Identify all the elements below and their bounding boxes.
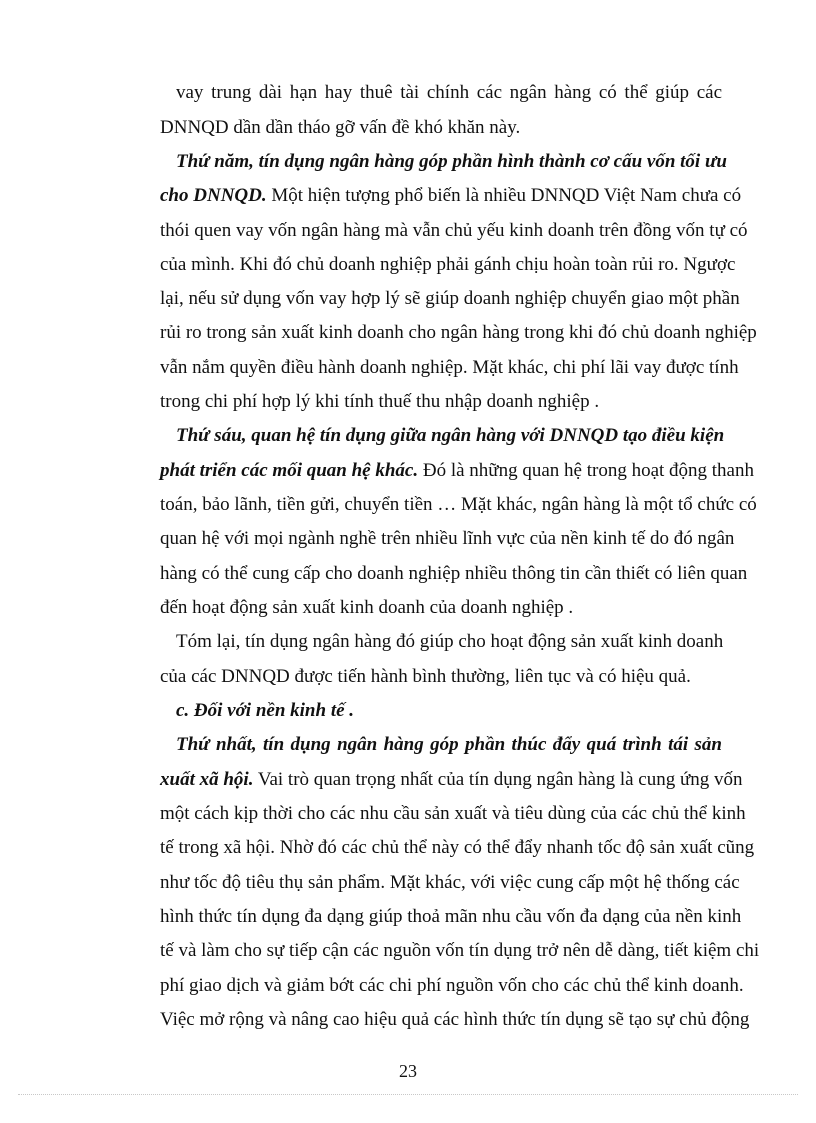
text-line: hình thức tín dụng đa dạng giúp thoả mãn nhu cầu vốn đa dạng của nền kinh: [160, 906, 742, 927]
text-line: rủi ro trong sản xuất kinh doanh cho ngân hàng trong khi đó chủ doanh nghiệp: [160, 322, 757, 343]
text-line: quan hệ với mọi ngành nghề trên nhiều lĩnh vực của nền kinh tế do đó ngân: [160, 528, 735, 549]
section-heading-thu-nam: Thứ năm, tín dụng ngân hàng góp phần hình thành cơ cấu vốn tối ưu: [176, 151, 727, 172]
bold-lead-in: cho DNNQD.: [160, 185, 267, 206]
text-line: hàng có thể cung cấp cho doanh nghiệp nhiều thông tin cần thiết có liên quan: [160, 563, 748, 584]
text-run: Đó là những quan hệ trong hoạt động thanh: [418, 460, 754, 481]
bold-lead-in: xuất xã hội.: [160, 769, 254, 790]
section-heading-thu-sau: Thứ sáu, quan hệ tín dụng giữa ngân hàng với DNNQD tạo điều kiện: [176, 425, 725, 446]
text-line: vay trung dài hạn hay thuê tài chính các ngân hàng có thể giúp các: [176, 82, 722, 103]
text-line: [160, 454, 754, 488]
text-line: Tóm lại, tín dụng ngân hàng đó giúp cho hoạt động sản xuất kinh doanh: [176, 631, 724, 652]
section-heading-thu-nhat: Thứ nhất, tín dụng ngân hàng góp phần thúc đẩy quá trình tái sản: [176, 734, 722, 755]
text-line: toán, bảo lãnh, tiền gửi, chuyển tiền … Mặt khác, ngân hàng là một tổ chức có: [160, 494, 757, 515]
text-line: Việc mở rộng và nâng cao hiệu quả các hình thức tín dụng sẽ tạo sự chủ động: [160, 1009, 750, 1030]
text-line: vẫn nắm quyền điều hành doanh nghiệp. Mặt khác, chi phí lãi vay được tính: [160, 357, 739, 378]
text-line: [160, 179, 742, 213]
subsection-heading: c. Đối với nền kinh tế .: [176, 700, 355, 721]
text-line: lại, nếu sử dụng vốn vay hợp lý sẽ giúp doanh nghiệp chuyển giao một phần: [160, 288, 740, 309]
text-line: thói quen vay vốn ngân hàng mà vẫn chủ yếu kinh doanh trên đồng vốn tự có: [160, 220, 748, 241]
text-line: đến hoạt động sản xuất kinh doanh của doanh nghiệp .: [160, 597, 574, 618]
text-line: tế và làm cho sự tiếp cận các nguồn vốn tín dụng trở nên dễ dàng, tiết kiệm chi: [160, 940, 760, 961]
text-line: [160, 763, 743, 797]
page-number: 23: [399, 1061, 417, 1081]
text-line: của các DNNQD được tiến hành bình thường, liên tục và có hiệu quả.: [160, 666, 691, 687]
text-line: trong chi phí hợp lý khi tính thuế thu nhập doanh nghiệp .: [160, 391, 600, 412]
bold-lead-in: phát triển các mối quan hệ khác.: [160, 460, 419, 481]
text-line: tế trong xã hội. Nhờ đó các chủ thể này có thể đẩy nhanh tốc độ sản xuất cũng: [160, 837, 755, 858]
text-line: như tốc độ tiêu thụ sản phẩm. Mặt khác, với việc cung cấp một hệ thống các: [160, 872, 740, 893]
text-run: Vai trò quan trọng nhất của tín dụng ngân hàng là cung ứng vốn: [253, 769, 743, 790]
text-line: phí giao dịch và giảm bớt các chi phí nguồn vốn cho các chủ thể kinh doanh.: [160, 975, 744, 996]
text-line: DNNQD dần dần tháo gỡ vấn đề khó khăn này.: [160, 117, 521, 138]
text-line: một cách kịp thời cho các nhu cầu sản xuất và tiêu dùng của các chủ thể kinh: [160, 803, 746, 824]
page-bottom-border: [18, 1094, 798, 1095]
text-run: Một hiện tượng phổ biến là nhiều DNNQD Việt Nam chưa có: [266, 185, 742, 206]
text-line: của mình. Khi đó chủ doanh nghiệp phải gánh chịu hoàn toàn rủi ro. Ngược: [160, 254, 736, 275]
